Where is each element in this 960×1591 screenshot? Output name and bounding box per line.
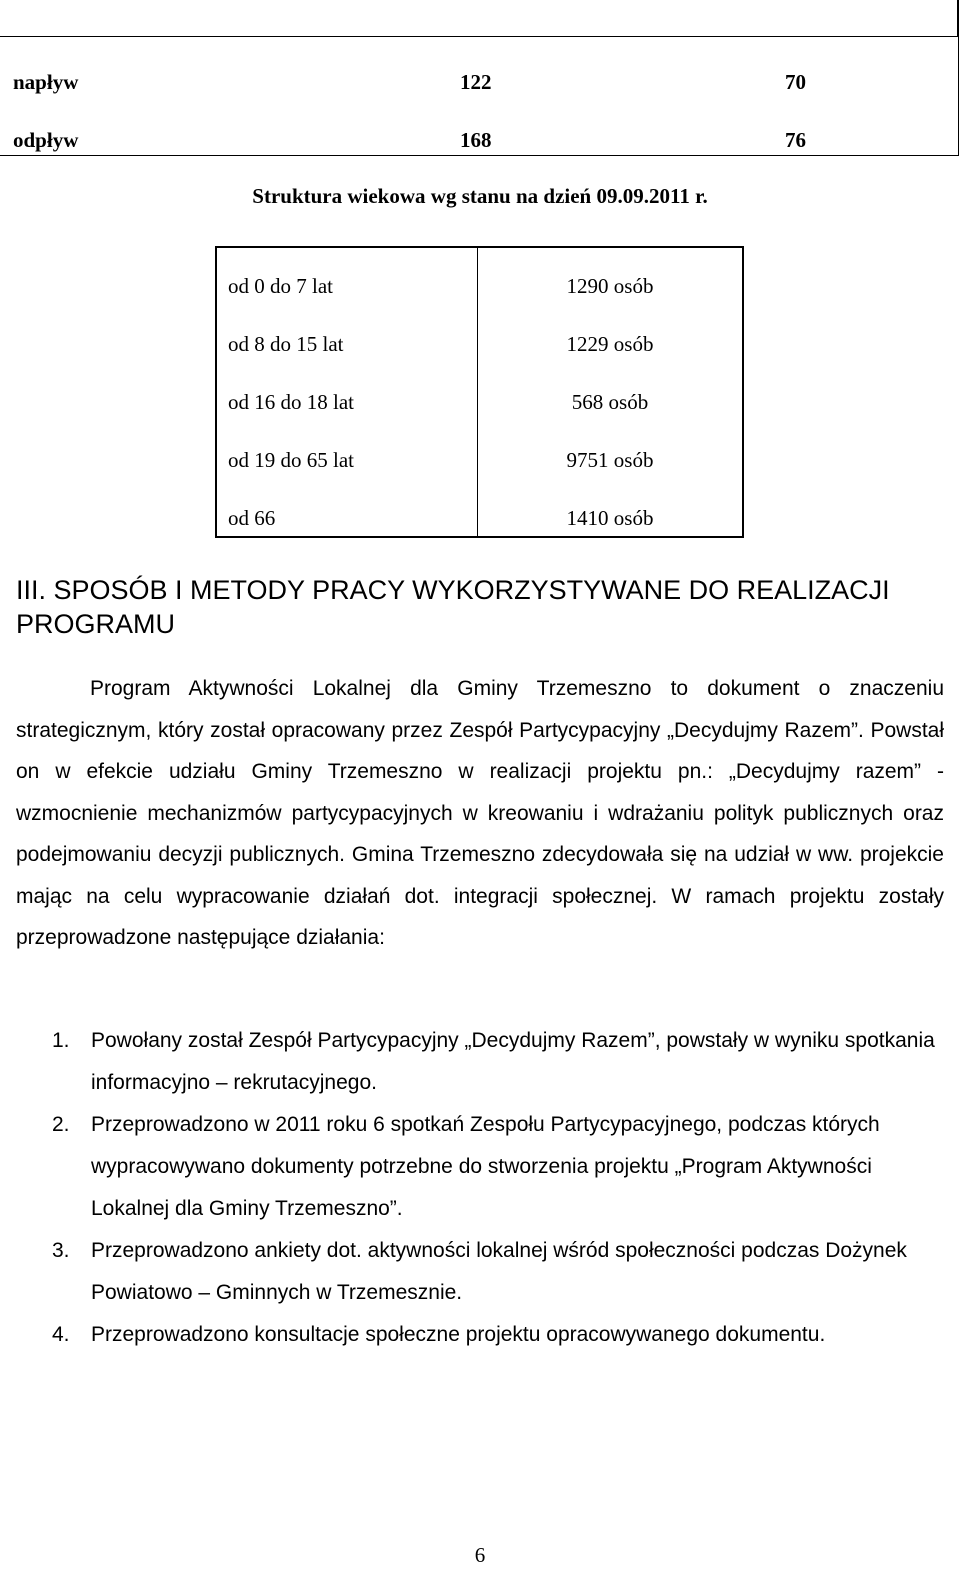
age-range: od 0 do 7 lat — [228, 274, 333, 298]
list-text: Powołany został Zespół Partycypacyjny „Decydujmy Razem”, powstały w wyniku spotkania informacyjno – rekrutacyjnego. — [91, 1029, 935, 1094]
age-count: 1290 osób — [566, 274, 654, 298]
age-count: 568 osób — [571, 390, 649, 414]
row-value: 70 — [785, 70, 806, 94]
section-title: III. SPOSÓB I METODY PRACY WYKORZYSTYWANE DO REALIZACJI PROGRAMU — [16, 575, 890, 639]
table-row — [0, 70, 958, 100]
list-number: 1. — [52, 1029, 70, 1052]
table-row — [217, 390, 742, 420]
table-border — [0, 36, 958, 37]
age-structure-table — [215, 246, 744, 538]
table-row — [217, 274, 742, 304]
row-label: napływ — [13, 70, 79, 94]
page-number: 6 — [474, 1543, 486, 1567]
age-count: 9751 osób — [566, 448, 654, 472]
table-row — [217, 448, 742, 478]
table-row — [217, 506, 742, 536]
age-range: od 16 do 18 lat — [228, 390, 354, 414]
age-count: 1410 osób — [566, 506, 654, 530]
paragraph-text: Program Aktywności Lokalnej dla Gminy Trzemeszno to dokument o znaczeniu strategicznym, który został opracowany przez Zespół Partycypacyjny „Decydujmy Razem”. Powstał on w efekcie udziału Gminy Trzemeszno w realizacji projektu pn.: „Decydujmy razem” - wzmocnienie mechanizmów partycypacyjnych w kreowaniu i wdrażaniu polityk publicznych oraz podejmowaniu decyzji publicznych. Gmina Trzemeszno zdecydowała się na udział w ww. projekcie mając na celu wypracowanie działań dot. integracji społecznej. W ramach projektu zostały przeprowadzone następujące działania: — [16, 677, 944, 949]
body-paragraph — [16, 668, 944, 959]
list-text: Przeprowadzono ankiety dot. aktywności lokalnej wśród społeczności podczas Dożynek Powiatowo – Gminnych w Trzemesznie. — [91, 1239, 907, 1304]
age-structure-heading: Struktura wiekowa wg stanu na dzień 09.09.2011 r. — [252, 184, 708, 208]
table-row — [217, 332, 742, 362]
list-number: 2. — [52, 1113, 70, 1136]
migration-table — [0, 0, 959, 156]
list-text: Przeprowadzono konsultacje społeczne projektu opracowywanego dokumentu. — [91, 1323, 826, 1346]
row-value: 76 — [785, 128, 806, 152]
age-count: 1229 osób — [566, 332, 654, 356]
row-label: odpływ — [13, 128, 79, 152]
row-value: 168 — [460, 128, 492, 152]
table-row — [0, 128, 958, 158]
age-range: od 66 — [228, 506, 276, 530]
age-range: od 8 do 15 lat — [228, 332, 344, 356]
row-value: 122 — [460, 70, 492, 94]
list-number: 4. — [52, 1323, 70, 1346]
list-text: Przeprowadzono w 2011 roku 6 spotkań Zespołu Partycypacyjnego, podczas których wypracowywano dokumenty potrzebne do stworzenia projektu „Program Aktywności Lokalnej dla Gminy Trzemeszno”. — [91, 1113, 880, 1220]
list-number: 3. — [52, 1239, 70, 1262]
age-range: od 19 do 65 lat — [228, 448, 354, 472]
table-border — [957, 0, 958, 36]
